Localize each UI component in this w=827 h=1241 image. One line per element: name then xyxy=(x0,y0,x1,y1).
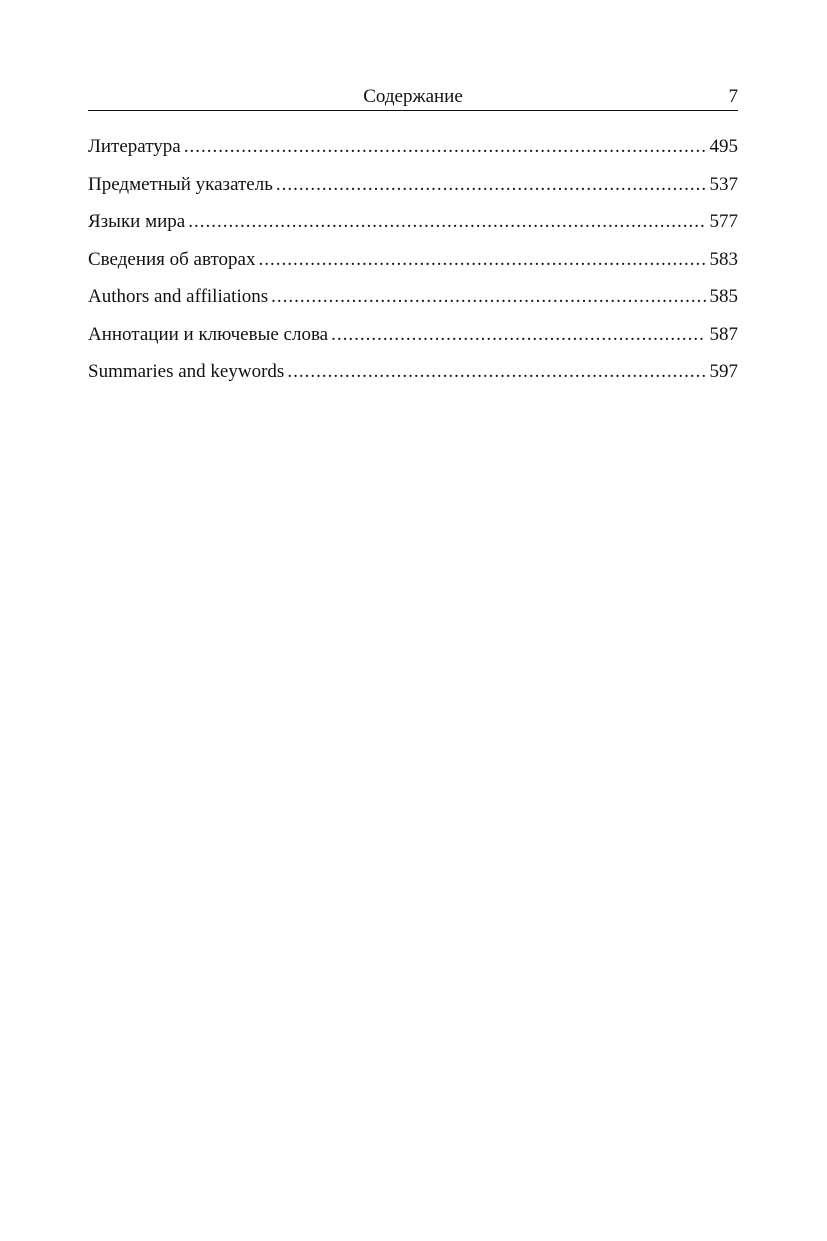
running-head xyxy=(88,84,738,111)
toc-entry-page: 583 xyxy=(709,248,738,270)
toc-entry-page: 537 xyxy=(709,173,738,195)
toc-entry[interactable] xyxy=(88,135,738,173)
table-of-contents xyxy=(88,135,738,398)
toc-entry[interactable] xyxy=(88,210,738,248)
page-number: 7 xyxy=(728,86,738,107)
toc-entry-page: 597 xyxy=(709,361,738,382)
dot-leader xyxy=(271,285,705,309)
toc-entry-title: Summaries and keywords xyxy=(88,361,285,382)
toc-entry-page: 587 xyxy=(709,323,738,345)
dot-leader xyxy=(287,360,705,384)
toc-entry[interactable] xyxy=(88,323,738,361)
page xyxy=(88,84,738,398)
dot-leader xyxy=(276,173,706,197)
toc-entry-page: 495 xyxy=(709,136,738,157)
toc-entry-title: Языки мира xyxy=(88,211,186,232)
toc-entry[interactable] xyxy=(88,173,738,211)
toc-entry-title: Authors and affiliations xyxy=(88,286,269,307)
dot-leader xyxy=(188,210,705,234)
toc-entry-title: Аннотации и ключевые слова xyxy=(88,323,329,345)
toc-entry-title: Литература xyxy=(88,136,181,157)
toc-entry-title: Предметный указатель xyxy=(88,173,273,195)
dot-leader xyxy=(258,248,705,272)
toc-entry[interactable] xyxy=(88,248,738,286)
toc-entry-page: 577 xyxy=(709,211,738,232)
toc-entry[interactable] xyxy=(88,360,738,398)
dot-leader xyxy=(184,135,706,159)
running-head-title: Содержание xyxy=(363,86,463,107)
dot-leader xyxy=(331,323,705,347)
toc-entry-page: 585 xyxy=(709,286,738,307)
toc-entry-title: Сведения об авторах xyxy=(88,248,256,270)
toc-entry[interactable] xyxy=(88,285,738,323)
